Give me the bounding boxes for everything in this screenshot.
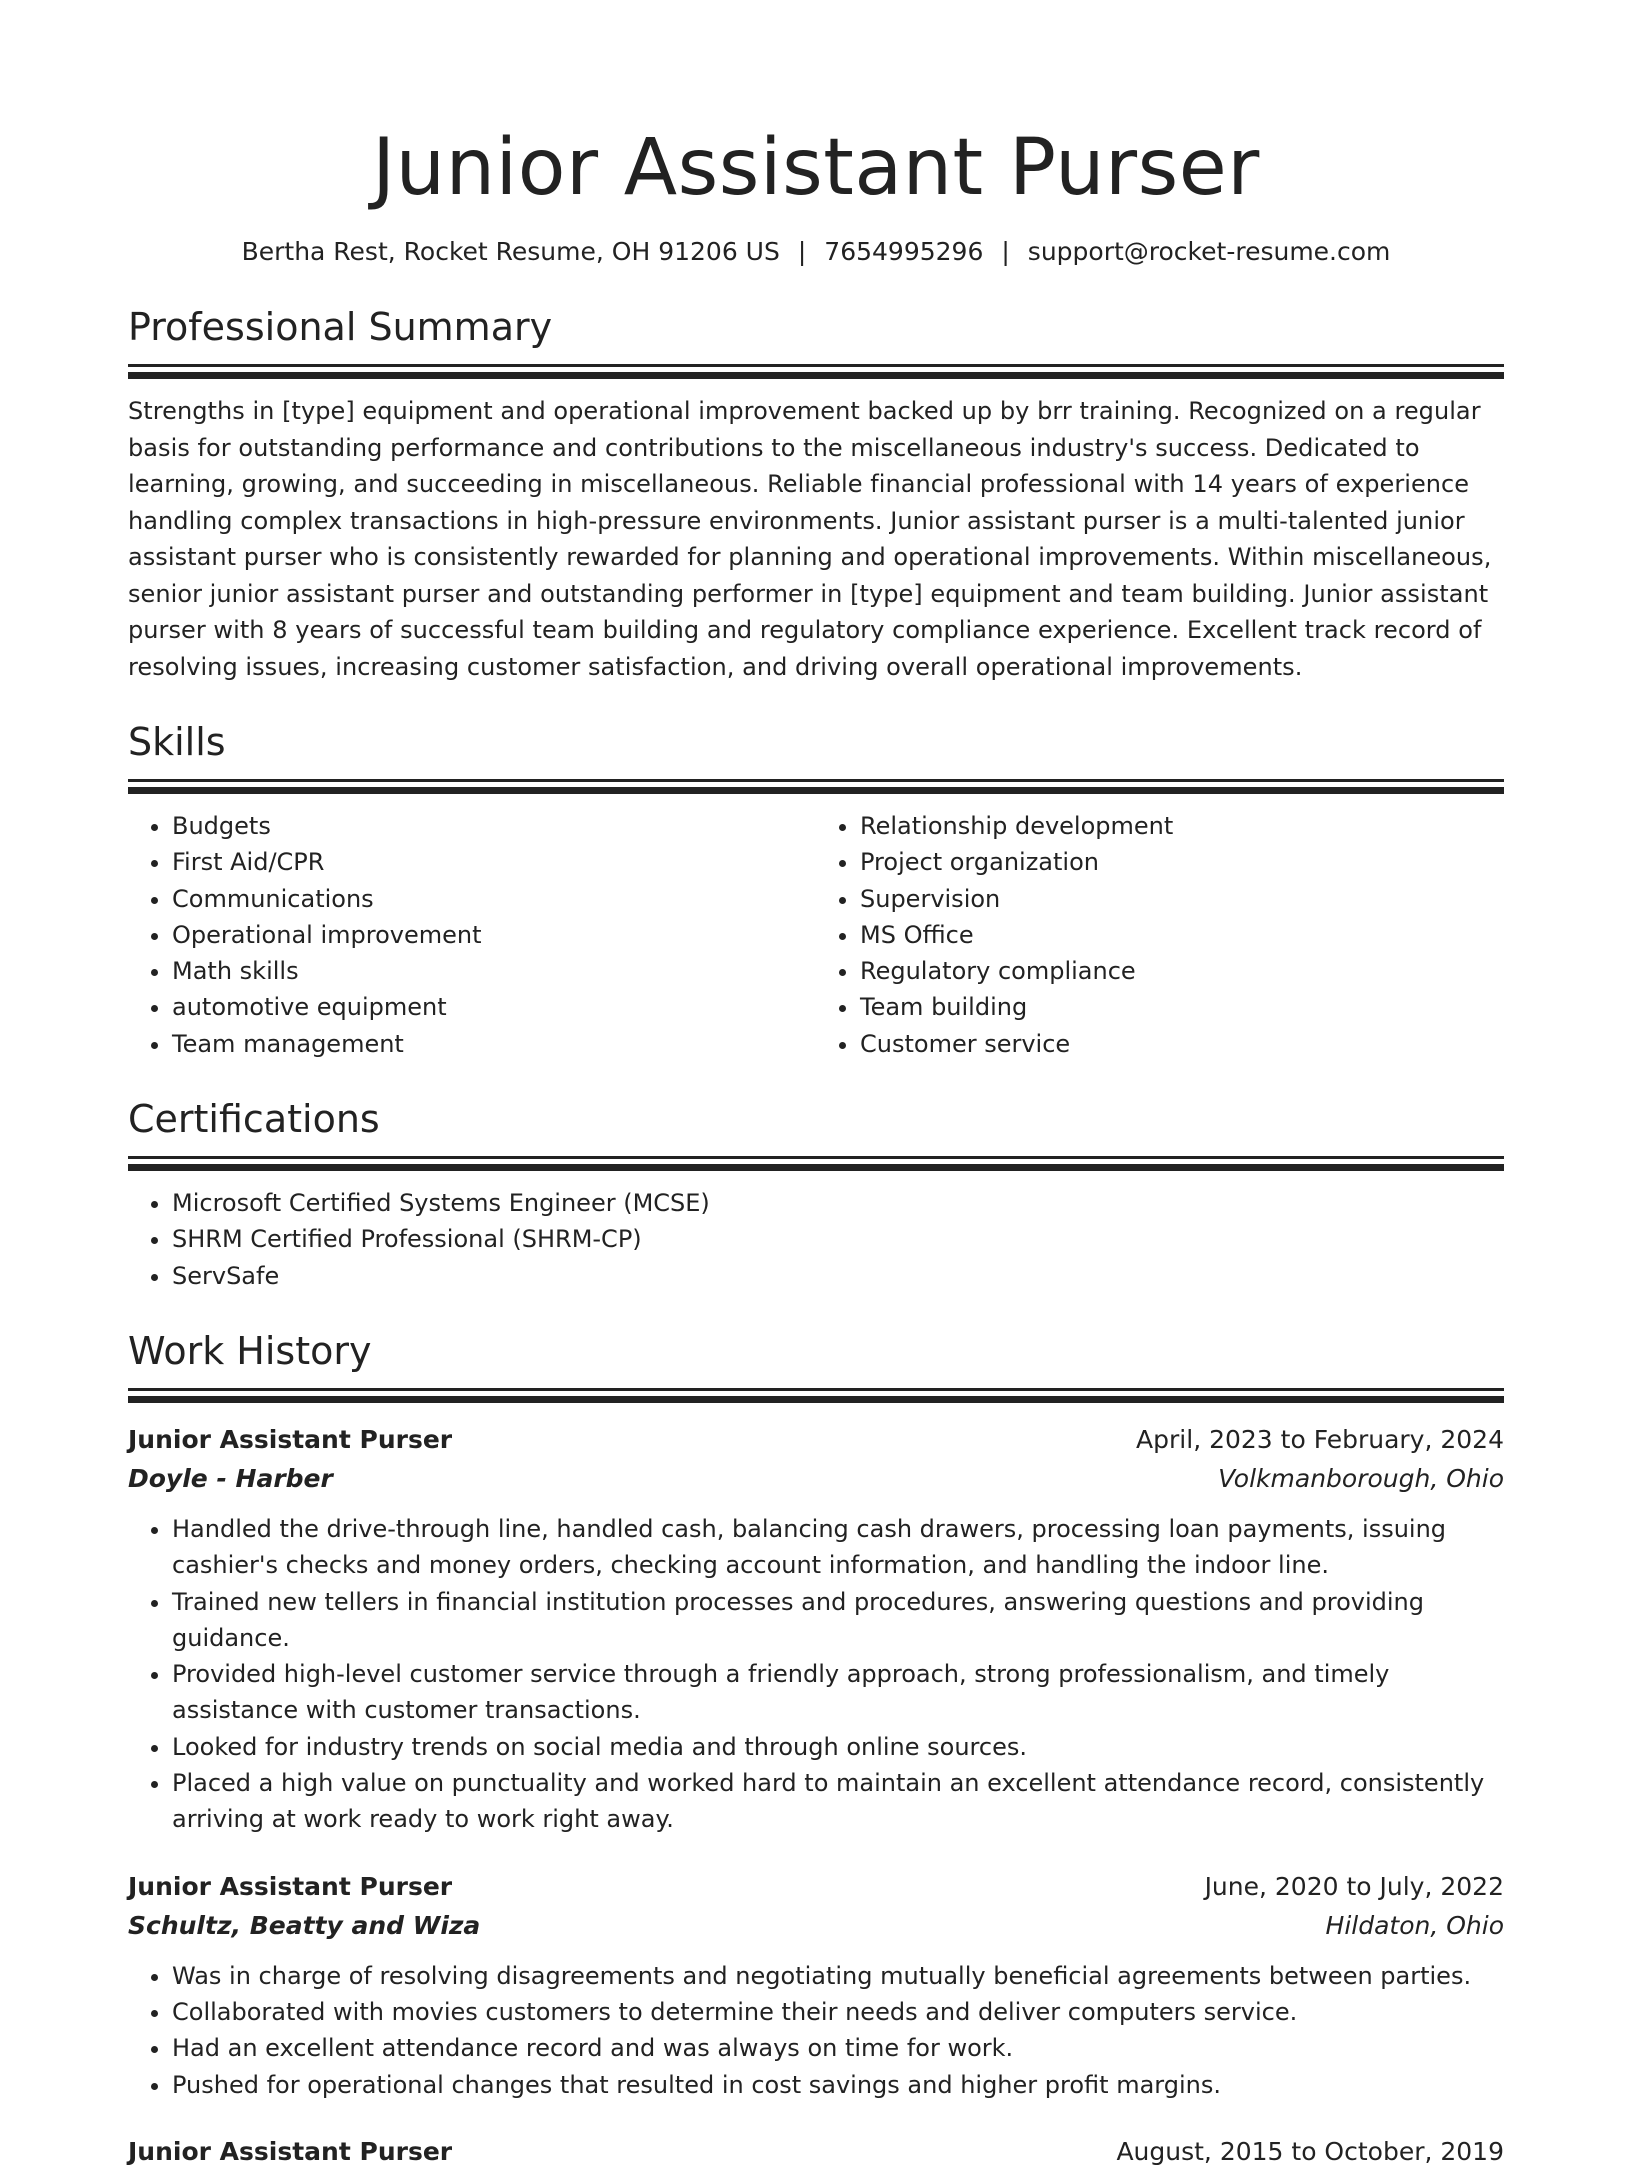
section-divider [128,779,1504,782]
job-duty: • Trained new tellers in financial institution processes and procedures, answering questions and providing guidance. [172,1584,1504,1657]
skill-item: • Regulatory compliance [860,953,1504,989]
skill-item: • Math skills [172,953,816,989]
section-heading-summary: Professional Summary [128,305,553,349]
certifications-section [128,1084,1504,1294]
skills-list-left [128,808,816,1062]
job-duty: • Collaborated with movies customers to determine their needs and deliver computers service. [172,1994,1504,2030]
job-duty: • Had an excellent attendance record and was always on time for work. [172,2030,1504,2066]
job-entry [128,1421,1504,1838]
skill-item: • Operational improvement [172,917,816,953]
job-duty: • Provided high-level customer service through a friendly approach, strong professionalism, and timely assistance with customer transactions. [172,1656,1504,1729]
skill-item: • Relationship development [860,808,1504,844]
skill-item: • MS Office [860,917,1504,953]
work-history-section [128,1316,1504,2171]
skill-item: • First Aid/CPR [172,844,816,880]
job-location: Hildaton, Ohio [1325,1910,1504,1940]
contact-line [128,234,1504,270]
skills-columns [128,808,1504,1062]
section-heading-certifications: Certifications [128,1097,380,1142]
certifications-list [128,1185,1504,1294]
summary-text: Strengths in [type] equipment and operational improvement backed up by brr training. Recognized on a regular basis for outstanding performance and contributions to the miscellaneous industry's success. Dedicated to learning, growing, and succeeding in miscellaneous. Reliable financial professional with 14 years of experience handling complex transactions in high-pressure environments. Junior assistant purser is a multi-talented junior assistant purser who is consistently rewarded for planning and operational improvements. Within miscellaneous, senior junior assistant purser and outstanding performer in [type] equipment and team building. Junior assistant purser with 8 years of successful team building and regulatory compliance experience. Excellent track record of resolving issues, increasing customer satisfaction, and driving overall operational improvements. [128,397,1492,681]
job-duty: • Looked for industry trends on social media and through online sources. [172,1729,1504,1765]
contact-separator: | [1001,237,1010,266]
contact-phone: 7654995296 [824,237,984,266]
job-duty: • Handled the drive-through line, handled cash, balancing cash drawers, processing loan payments, issuing cashier's checks and money orders, checking account information, and handling the indoor line. [172,1511,1504,1584]
section-divider [128,364,1504,367]
job-duties-list [128,1511,1504,1838]
resume-page [128,0,1504,2171]
contact-separator: | [797,237,807,266]
skill-item: • Team management [172,1026,816,1062]
skill-item: • Communications [172,881,816,917]
job-title: Junior Assistant Purser [128,1424,453,1454]
job-duty: • Placed a high value on punctuality and worked hard to maintain an excellent attendance record, consistently arriving at work ready to work right away. [172,1765,1504,1838]
skill-item: • Project organization [860,844,1504,880]
section-divider [128,372,1504,379]
skill-item: • Budgets [172,808,816,844]
certification-item: • ServSafe [172,1258,1504,1294]
summary-section [128,292,1504,685]
section-divider [128,1396,1504,1403]
contact-address: Bertha Rest, Rocket Resume, OH 91206 US [241,237,780,266]
job-title: Junior Assistant Purser [128,2136,453,2166]
skills-section [128,707,1504,1062]
section-heading-skills: Skills [128,720,226,764]
skill-item: • Supervision [860,881,1504,917]
job-company: Schultz, Beatty and Wiza [128,1910,481,1940]
job-dates: August, 2015 to October, 2019 [1116,2136,1504,2166]
job-duties-list [128,1958,1504,2103]
section-divider [128,1156,1504,1159]
section-heading-work-history: Work History [128,1328,372,1373]
job-location: Volkmanborough, Ohio [1218,1463,1504,1493]
contact-email: support@rocket-resume.com [1027,237,1391,266]
section-divider [128,1164,1504,1171]
resume-title: Junior Assistant Purser [372,123,1260,213]
certification-item: • SHRM Certified Professional (SHRM-CP) [172,1221,1504,1257]
section-divider [128,1388,1504,1391]
skill-item: • Team building [860,989,1504,1025]
skills-list-right [816,808,1504,1062]
skill-item: • automotive equipment [172,989,816,1025]
job-entry [128,2133,1504,2171]
certification-item: • Microsoft Certified Systems Engineer (MCSE) [172,1185,1504,1221]
section-divider [128,787,1504,794]
job-duty: • Pushed for operational changes that resulted in cost savings and higher profit margins. [172,2067,1504,2103]
job-dates: June, 2020 to July, 2022 [1204,1871,1504,1901]
job-dates: April, 2023 to February, 2024 [1136,1424,1504,1454]
job-title: Junior Assistant Purser [128,1871,453,1901]
job-entry [128,1868,1504,2103]
job-duty: • Was in charge of resolving disagreements and negotiating mutually beneficial agreements between parties. [172,1958,1504,1994]
skill-item: • Customer service [860,1026,1504,1062]
job-company: Doyle - Harber [128,1463,333,1493]
